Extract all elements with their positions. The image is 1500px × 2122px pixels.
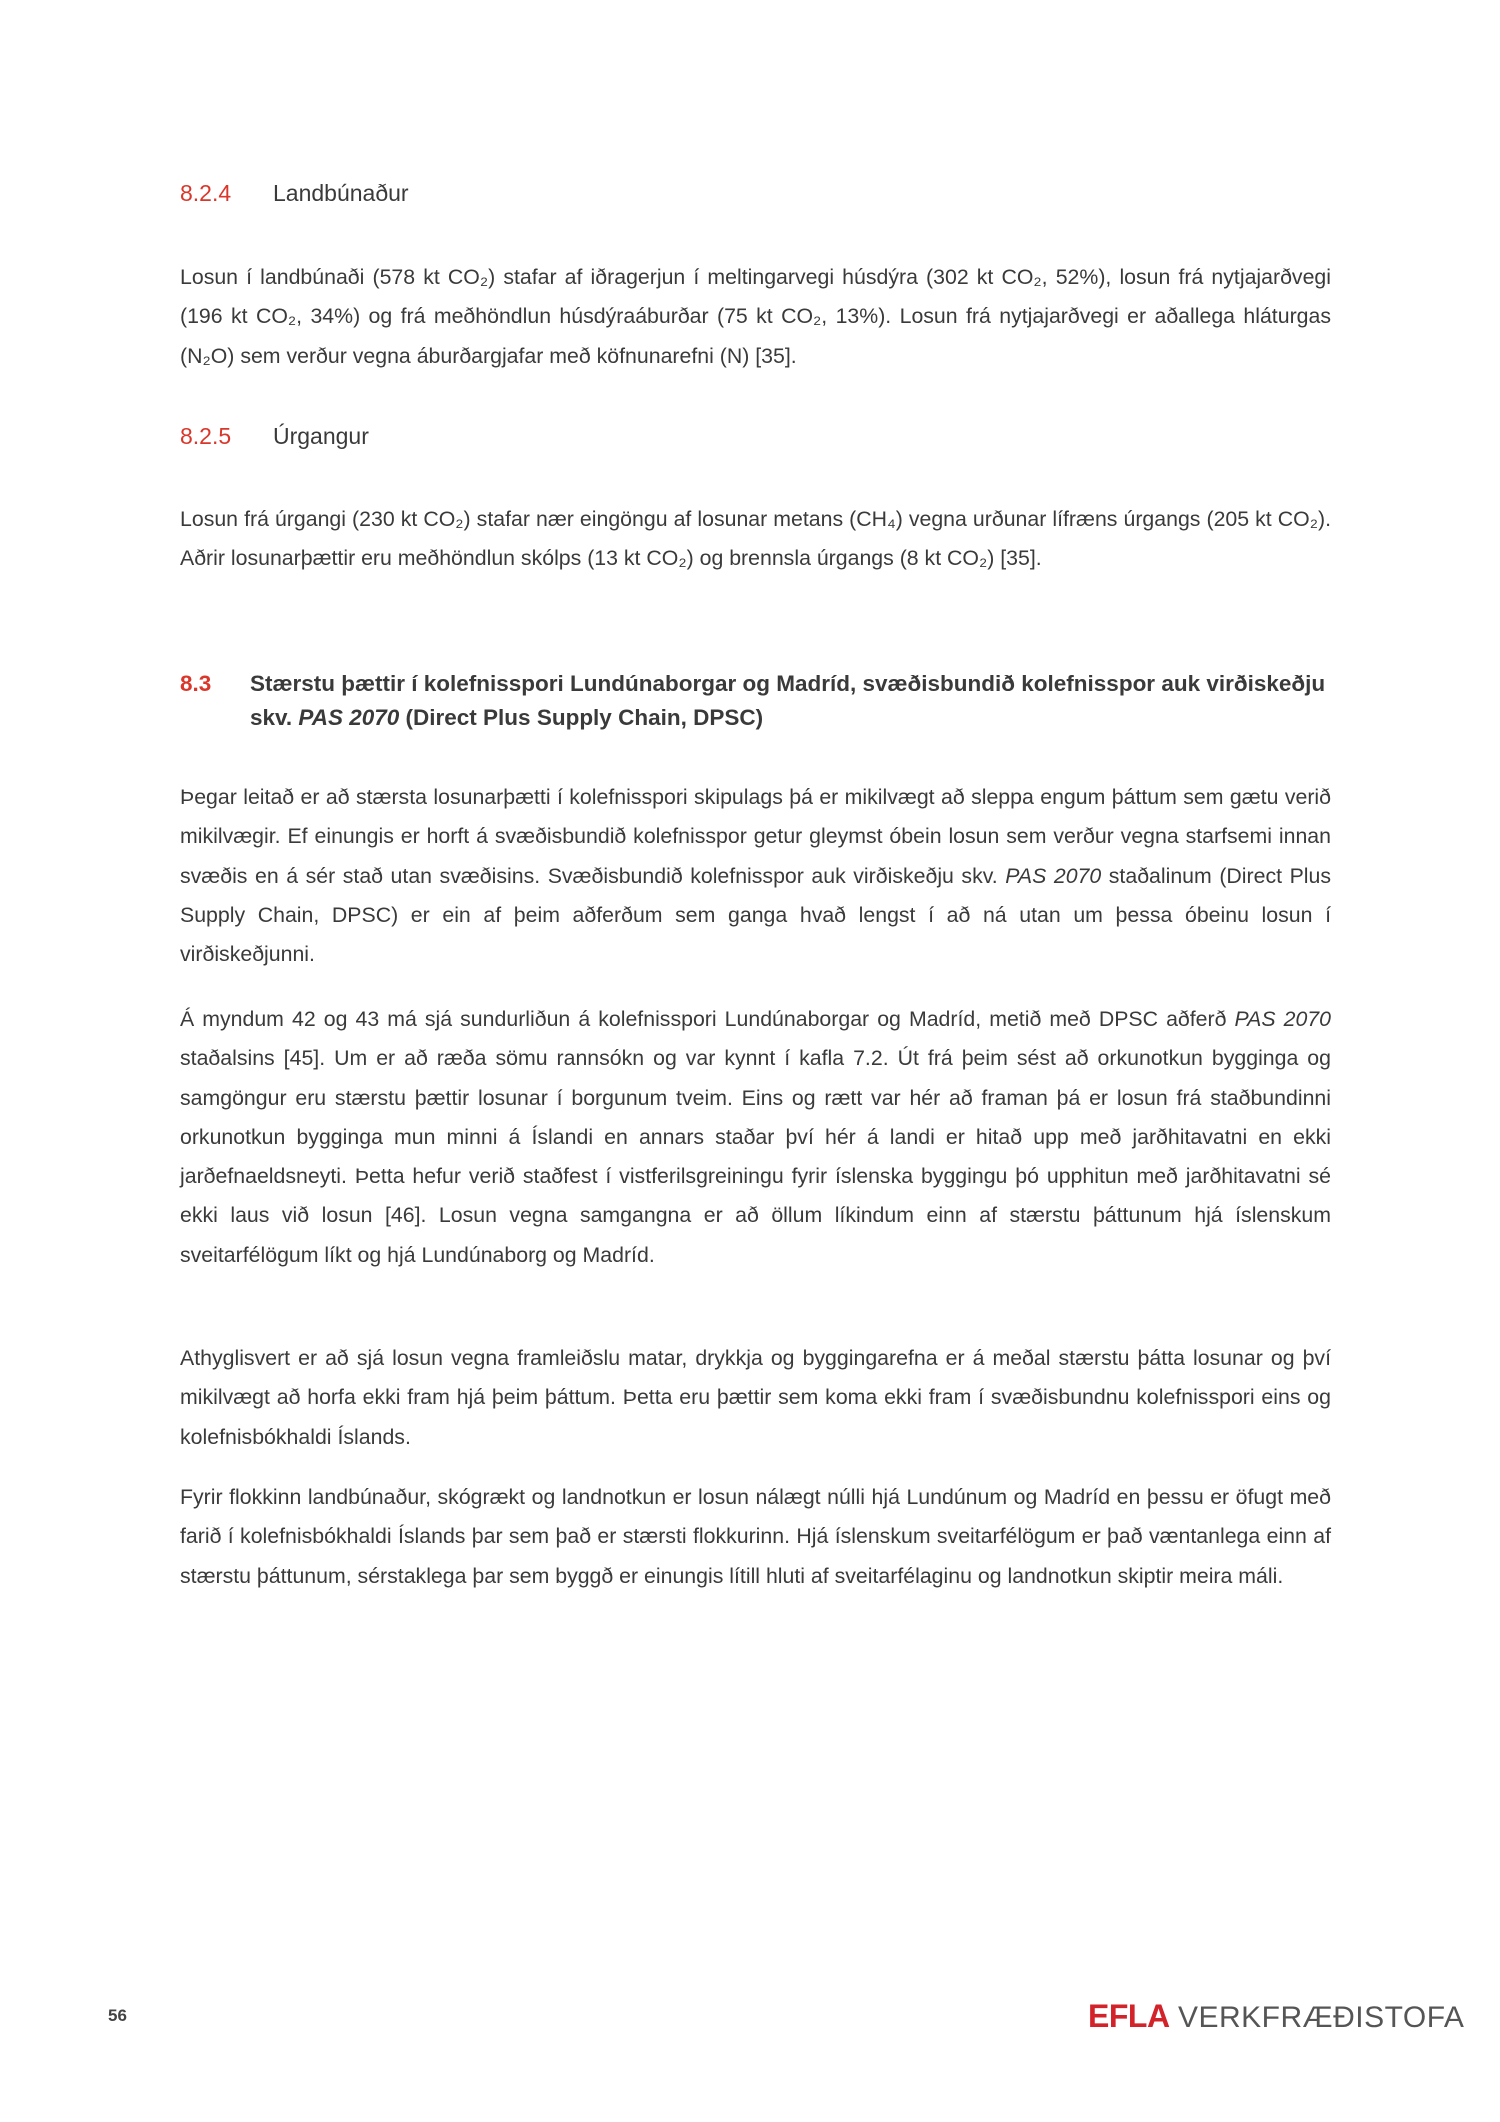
paragraph-1	[180, 778, 1331, 974]
section-number: 8.3	[180, 671, 212, 696]
section-title: Úrgangur	[273, 423, 369, 449]
page-number: 56	[108, 2006, 127, 2025]
title-italic: PAS 2070	[298, 705, 400, 730]
efla-logo	[1088, 1998, 1464, 2035]
title-part: (Direct Plus Supply Chain, DPSC)	[399, 705, 764, 730]
section-number: 8.2.5	[180, 423, 232, 449]
paragraph-2	[180, 1000, 1331, 1275]
section-number: 8.2.4	[180, 180, 232, 206]
text: staðalinum (Direct Plus Supply Chain, DPSC) er ein af þeim aðferðum sem ganga hvað lengst í að ná utan um þessa óbeinu losun í virðiskeðjunni.	[180, 863, 1331, 967]
section-title	[250, 667, 1331, 735]
heading-8-2-5	[180, 423, 1331, 450]
title-part: Stærstu þættir í kolefnisspori Lundúnaborgar og Madríd, svæðisbundið kolefnisspor auk virðiskeðju skv.	[250, 671, 1326, 730]
paragraph-urgangur: Losun frá úrgangi (230 kt CO₂) stafar nær eingöngu af losunar metans (CH₄) vegna urðunar lífræns úrgangs (205 kt CO₂). Aðrir losunarþættir eru meðhöndlun skólps (13 kt CO₂) og brennsla úrgangs (8 kt CO₂) [35].	[180, 507, 1331, 571]
text-italic: PAS 2070	[1005, 863, 1102, 888]
logo-light: VERKFRÆÐISTOFA	[1177, 2001, 1465, 2034]
logo-bold: EFLA	[1088, 1998, 1170, 2034]
paragraph-landbunadur: Losun í landbúnaði (578 kt CO₂) stafar af iðragerjun í meltingarvegi húsdýra (302 kt CO₂, 52%), losun frá nytjajarðvegi (196 kt CO₂, 34%) og frá meðhöndlun húsdýraáburðar (75 kt CO₂, 13%). Losun frá nytjajarðvegi er aðallega hláturgas (N₂O) sem verður vegna áburðargjafar með köfnunarefni (N) [35].	[180, 265, 1331, 368]
heading-8-2-4	[180, 180, 1331, 207]
text: staðalsins [45]. Um er að ræða sömu rannsókn og var kynnt í kafla 7.2. Út frá þeim sést að orkunotkun bygginga og samgöngur eru stærstu þættir losunar í borgunum tveim. Eins og rætt var hér að framan þá er losun frá staðbundinni orkunotkun bygginga mun minni á Íslandi en annars staðar því hér á landi er hitað upp með jarðhitavatni en ekki jarðefnaeldsneyti. Þetta hefur verið staðfest í vistferilsgreiningu fyrir íslenska byggingu þó upphitun með jarðhitavatni sé ekki laus við losun [46]. Losun vegna samgangna er að öllum líkindum einn af stærstu þáttunum hjá íslenskum sveitarfélögum líkt og hjá Lundúnaborg og Madríd.	[180, 1046, 1331, 1267]
paragraph-4: Fyrir flokkinn landbúnaður, skógrækt og landnotkun er losun nálægt núlli hjá Lundúnum og Madríd en þessu er öfugt með farið í kolefnisbókhaldi Íslands þar sem það er stærsti flokkurinn. Hjá íslenskum sveitarfélögum er það væntanlega einn af stærstu þáttunum, sérstaklega þar sem byggð er einungis lítill hluti af sveitarfélaginu og landnotkun skiptir meira máli.	[180, 1485, 1331, 1588]
paragraph-3: Athyglisvert er að sjá losun vegna framleiðslu matar, drykkja og byggingarefna er á meðal stærstu þátta losunar og því mikilvægt að horfa ekki fram hjá þeim þáttum. Þetta eru þættir sem koma ekki fram í svæðisbundnu kolefnisspori eins og kolefnisbókhaldi Íslands.	[180, 1346, 1331, 1449]
text: Þegar leitað er að stærsta losunarþætti í kolefnisspori skipulags þá er mikilvægt að sleppa engum þáttum sem gætu verið mikilvægir. Ef einungis er horft á svæðisbundið kolefnisspor getur gleymst óbein losun sem verður vegna starfsemi innan svæðis en á sér stað utan svæðisins. Svæðisbundið kolefnisspor auk virðiskeðju skv.	[180, 785, 1331, 888]
section-title: Landbúnaður	[273, 180, 409, 206]
heading-8-3	[180, 667, 1331, 735]
text-italic: PAS 2070	[1234, 1007, 1331, 1031]
text: Á myndum 42 og 43 má sjá sundurliðun á kolefnisspori Lundúnaborgar og Madríd, metið með DPSC aðferð	[180, 1007, 1235, 1031]
